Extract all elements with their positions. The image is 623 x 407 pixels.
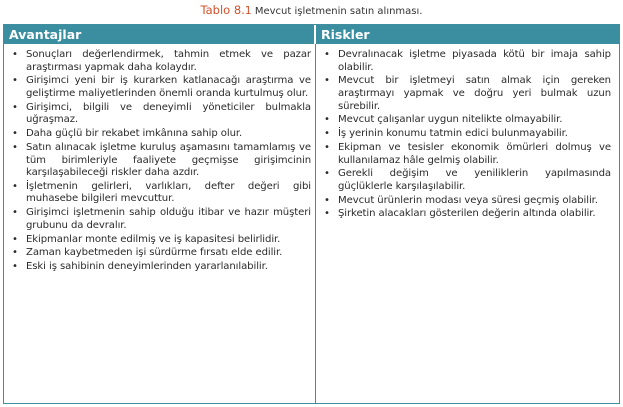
advantages-column: [4, 44, 316, 403]
advantage-item: • Daha güçlü bir rekabet imkânına sahip olur.: [12, 128, 311, 141]
comparison-table: [3, 24, 620, 404]
advantage-item: • Zaman kaybetmeden işi sürdürme fırsatı elde edilir.: [12, 247, 311, 260]
advantage-item: • Sonuçları değerlendirmek, tahmin etmek ve pazar araştırması yapmak daha kolaydır.: [12, 49, 311, 74]
advantages-header: Avantajlar: [4, 25, 316, 44]
table-header-row: [4, 25, 619, 44]
risks-list: [324, 49, 611, 221]
risk-item: • İş yerinin konumu tatmin edici bulunmayabilir.: [324, 128, 611, 141]
table-caption: [0, 3, 623, 17]
advantage-item: • Girişimci işletmenin sahip olduğu itibar ve hazır müşteri grubunu da devralır.: [12, 207, 311, 232]
advantage-item: • Ekipmanlar monte edilmiş ve iş kapasitesi belirlidir.: [12, 234, 311, 247]
risk-item: • Ekipman ve tesisler ekonomik ömürleri dolmuş ve kullanılamaz hâle gelmiş olabilir.: [324, 142, 611, 167]
risk-item: • Mevcut ürünlerin modası veya süresi geçmiş olabilir.: [324, 195, 611, 208]
risk-item: • Şirketin alacakları gösterilen değerin altında olabilir.: [324, 208, 611, 221]
caption-number: 1: [244, 5, 252, 17]
advantages-list: [12, 49, 311, 274]
caption-title: Mevcut işletmenin satın alınması.: [254, 6, 423, 17]
table-body: [4, 44, 619, 403]
advantage-item: • Eski iş sahibinin deneyimlerinden yararlanılabilir.: [12, 261, 311, 274]
risk-item: • Gerekli değişim ve yeniliklerin yapılmasında güçlüklerle karşılaşılabilir.: [324, 168, 611, 193]
risks-header: Riskler: [321, 27, 370, 42]
advantage-item: • İşletmenin gelirleri, varlıkları, defter değeri gibi muhasebe bilgileri mevcuttur.: [12, 181, 311, 206]
risk-item: • Mevcut çalışanlar uygun nitelikte olmayabilir.: [324, 114, 611, 127]
risks-column: [316, 44, 619, 403]
risk-item: • Mevcut bir işletmeyi satın almak için gereken araştırmayı yapmak ve doğru yeri bulmak uzun sürebilir.: [324, 75, 611, 113]
risk-item: • Devralınacak işletme piyasada kötü bir imaja sahip olabilir.: [324, 49, 611, 74]
advantage-item: • Girişimci, bilgili ve deneyimli yöneticiler bulmakla uğraşmaz.: [12, 102, 311, 127]
caption-label: Tablo 8.: [200, 3, 245, 17]
advantage-item: • Satın alınacak işletme kuruluş aşamasını tamamlamış ve tüm birimleriyle faaliyete geçmişse girişimcinin karşılaşabileceği riskler daha azdır.: [12, 142, 311, 180]
advantage-item: • Girişimci yeni bir iş kurarken katlanacağı araştırma ve geliştirme maliyetlerinden önemli oranda kurtulmuş olur.: [12, 75, 311, 100]
